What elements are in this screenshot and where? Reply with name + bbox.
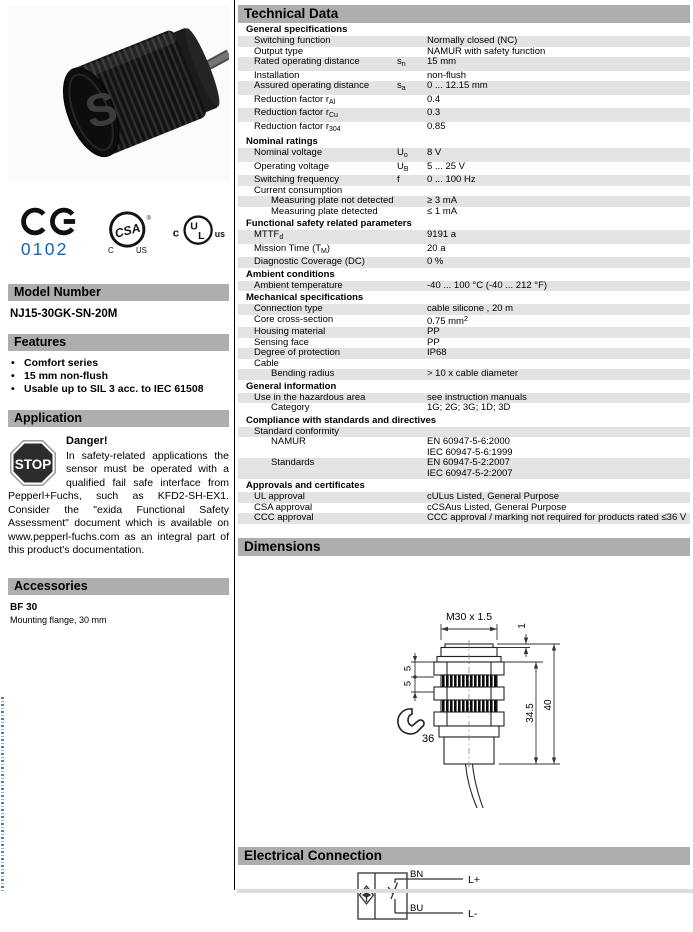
wrench-icon xyxy=(398,708,424,733)
spec-row: Mission Time $(T_M)$ 20 a xyxy=(254,242,446,255)
dim-wrench: 36 xyxy=(422,732,435,745)
product-photo xyxy=(8,6,229,181)
electrical-connection-header: Electrical Connection xyxy=(238,847,690,865)
spec-row: Reduction factor $r_{Al}$ 0.4 xyxy=(254,93,441,106)
dimensions-drawing xyxy=(238,556,690,828)
accessories-list xyxy=(8,602,229,625)
certification-marks xyxy=(8,202,229,260)
spec-section-title: Functional safety related parameters xyxy=(246,218,412,229)
ul-u: U xyxy=(190,220,199,233)
stop-label: STOP xyxy=(14,457,52,472)
right-column xyxy=(238,0,690,932)
spec-row: Diagnostic Coverage (DC) 0 % xyxy=(238,257,690,268)
spec-row: $MTTF_d$ 9191 a xyxy=(238,230,690,244)
spec-section-title: Ambient conditions xyxy=(246,268,335,280)
spec-row: Degree of protection IP68 xyxy=(238,348,690,359)
sensor-face-letter: S xyxy=(79,80,123,139)
spec-row: CCC approval CCC approval / marking not required for products rated ≤36 V xyxy=(238,513,690,524)
ul-mark xyxy=(171,210,229,252)
ce-number: 0102 xyxy=(20,238,69,259)
spec-row: Core cross-section 0.75 $mm^2$ xyxy=(254,313,468,327)
spec-section-title: Approvals and certificates xyxy=(246,480,365,491)
features-header: Features xyxy=(8,334,229,351)
csa-mark xyxy=(101,206,155,260)
spec-row: Bending radius > 10 x cable diameter xyxy=(238,369,690,380)
spec-row: Current consumption xyxy=(254,184,343,196)
column-divider xyxy=(234,0,235,890)
spec-row: Installation non-flush xyxy=(254,69,467,81)
danger-text: In safety-related applications the sensor must be operated with a qualified fail safe interface from Pepperl+Fuchs, such as KFD2-SH-EX1. Consider the "exida Functional Safety Assessment" document which is available on www.pepperl-fuchs.com as an integral part of this product's documentation. xyxy=(8,449,229,556)
electrical-connection-diagram xyxy=(238,869,690,927)
wire-bu-label: BU xyxy=(410,902,424,914)
stop-icon xyxy=(8,438,58,488)
model-number-value: NJ15-30GK-SN-20M xyxy=(10,308,118,320)
wire-bn-label: BN xyxy=(410,868,424,880)
technical-data-header: Technical Data xyxy=(238,5,690,23)
spec-row: Ambient temperature -40 ... 100 °C (-40 ... 212 °F) xyxy=(238,281,690,292)
features-list xyxy=(10,357,229,396)
spec-section-title: Compliance with standards and directives xyxy=(246,414,437,426)
spec-row: Measuring plate detected ≤ 1 mA xyxy=(271,205,458,217)
accessory-name: BF 30 xyxy=(10,601,38,613)
dim-total: 40 xyxy=(543,698,554,711)
spec-row: Standards EN 60947-5-2:2007 IEC 60947-5-2:2007 xyxy=(238,458,690,479)
terminal-lplus-label: L+ xyxy=(468,873,480,886)
spec-row: Reduction factor $r_{Cu}$ 0.3 xyxy=(238,108,690,122)
spec-row: Rated operating distance $s_n$ 15 mm xyxy=(238,57,690,71)
dim-thread: M30 x 1.5 xyxy=(445,610,493,623)
spec-row: Nominal voltage $U_o$ 8 V xyxy=(238,148,690,162)
feature-item: • Usable up to SIL 3 acc. to IEC 61508 xyxy=(10,383,229,396)
spec-row: Use in the hazardous area see instruction manuals xyxy=(238,393,690,404)
spec-row: Output type NAMUR with safety function xyxy=(254,45,546,57)
ul-prefix: c xyxy=(173,227,180,240)
csa-c: C xyxy=(108,246,114,256)
spec-row: CSA approval cCSAus Listed, General Purpose xyxy=(254,501,567,513)
page-edge-vertical-text xyxy=(1,697,4,893)
csa-text: CSA xyxy=(113,220,142,241)
spec-row: Cable xyxy=(254,357,279,369)
spec-row: Sensing face PP xyxy=(254,336,440,348)
csa-reg: ® xyxy=(146,214,152,222)
dim-lip: 1 xyxy=(517,622,528,629)
model-number-header: Model Number xyxy=(8,284,229,301)
bottom-rule xyxy=(237,889,693,893)
danger-title: Danger! xyxy=(66,435,108,447)
terminal-lminus-label: L- xyxy=(468,907,478,920)
spec-row: Standard conformity xyxy=(238,427,690,438)
feature-item: • 15 mm non-flush xyxy=(10,370,229,383)
spec-row: Housing material PP xyxy=(238,327,690,338)
spec-row: Reduction factor $r_{304}$ 0.85 xyxy=(254,120,446,133)
left-column xyxy=(8,6,229,625)
application-body xyxy=(8,435,229,558)
accessory-description: Mounting flange, 30 mm xyxy=(10,614,107,625)
spec-row: UL approval cULus Listed, General Purpose xyxy=(238,492,690,503)
ce-mark xyxy=(20,202,83,262)
feature-item: • Comfort series xyxy=(10,357,229,370)
spec-row: Measuring plate not detected ≥ 3 mA xyxy=(238,196,690,207)
accessories-header: Accessories xyxy=(8,578,229,595)
spec-row: NAMUR EN 60947-5-6:2000 IEC 60947-5-6:1999 xyxy=(271,436,513,458)
spec-row: Connection type cable silicone , 20 m xyxy=(238,304,690,315)
spec-row: Assured operating distance $s_a$ 0 ... 12.15 mm xyxy=(238,81,690,95)
spec-section-title: General information xyxy=(246,380,337,392)
dim-pitch-b: 5 xyxy=(402,680,414,686)
spec-section-title: Nominal ratings xyxy=(246,136,318,147)
spec-section-title: General specifications xyxy=(246,24,348,35)
dim-pitch-a: 5 xyxy=(402,665,414,671)
dimensions-header: Dimensions xyxy=(238,538,690,556)
technical-data-table xyxy=(238,23,690,524)
spec-section-title: Mechanical specifications xyxy=(246,292,364,303)
spec-row: Switching function Normally closed (NC) xyxy=(238,36,690,47)
csa-us: US xyxy=(136,246,147,256)
spec-row: Switching frequency f 0 ... 100 Hz xyxy=(238,175,690,186)
dim-body: 34.5 xyxy=(525,702,536,723)
ul-suffix: us xyxy=(215,229,226,240)
spec-row: Category 1G; 2G; 3G; 1D; 3D xyxy=(271,402,511,413)
ul-l: L xyxy=(198,229,205,242)
application-header: Application xyxy=(8,410,229,427)
spec-row: Operating voltage $U_B$ 5 ... 25 V xyxy=(254,160,466,173)
